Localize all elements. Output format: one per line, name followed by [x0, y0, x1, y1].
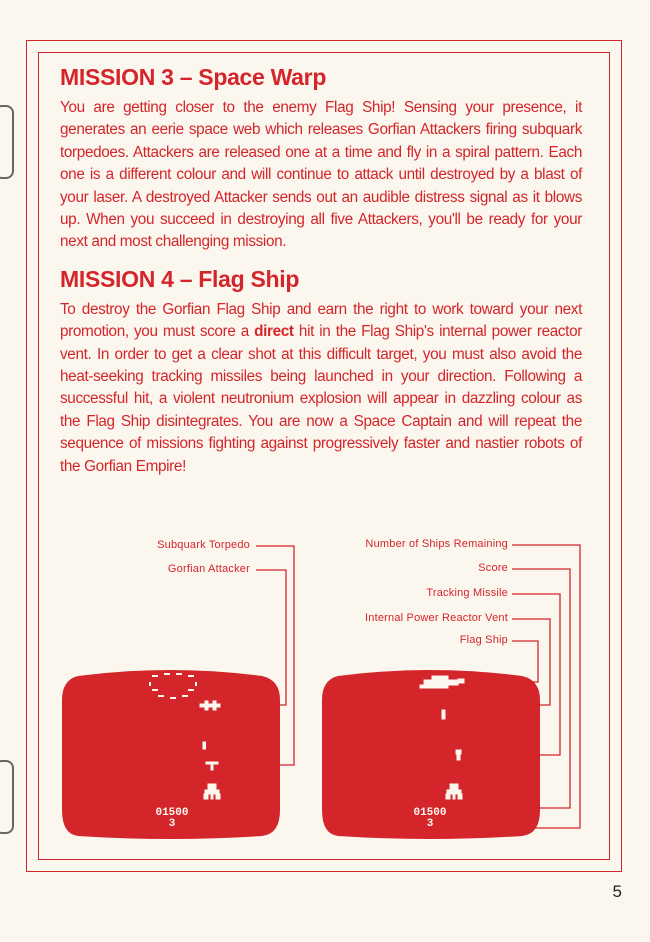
tracking-missile-icon	[456, 750, 461, 760]
left-screen-hud	[142, 808, 202, 830]
right-ships: 3	[426, 818, 434, 830]
callout-gorfian-attacker: Gorfian Attacker	[167, 563, 250, 575]
mission-4-text-start: To destroy the Gorfian Flag Ship and earn the right to work toward your next promotion, you must score a	[60, 300, 582, 341]
reactor-vent-icon	[458, 679, 464, 683]
mission-4-emphasis: direct	[254, 323, 294, 341]
callout-ships-remaining: Number of Ships Remaining	[365, 538, 508, 550]
callout-score: Score	[478, 562, 508, 574]
left-ships: 3	[168, 818, 176, 830]
callout-subquark-torpedo: Subquark Torpedo	[157, 539, 250, 551]
callout-tracking-missile: Tracking Missile	[426, 587, 508, 599]
mission-4-heading: MISSION 4 – Flag Ship	[60, 265, 300, 292]
laser-shot-icon	[203, 742, 206, 749]
right-screen-hud	[400, 808, 460, 830]
mission-4-text-end: hit in the Flag Ship's internal power reactor vent. In order to get a clear shot at this difficult target, you must also avoid the heat-seeking tracking missiles being launched in your direction. Following a successful hit, a violent neutronium explosion will appear in dazzling colour as the Flag Ship disintegrates. You are now a Space Captain and will repeat the sequence of missions fighting against progressively faster and nastier robots of the Gorfian Empire!	[60, 323, 582, 475]
mission-3-heading: MISSION 3 – Space Warp	[60, 64, 327, 90]
flag-ship-laser-shot-icon	[442, 710, 445, 719]
right-score: 01500	[413, 807, 447, 819]
callout-flag-ship: Flag Ship	[459, 634, 508, 646]
page-number: 5	[612, 882, 622, 901]
mission-3-text: You are getting closer to the enemy Flag Ship! Sensing your presence, it generates an eerie space web which releases Gorfian Attackers firing subquark torpedoes. Attackers are released one at a time and fly in a spiral pattern. Each one is a different colour and will continue to attack until destroyed by a blast of your laser. A destroyed Attacker sends out an audible distress signal as it blows up. When you succeed in destroying all five Attackers, you'll be ready for your next and most challenging mission.	[60, 99, 582, 251]
callout-reactor-vent: Internal Power Reactor Vent	[365, 612, 508, 624]
left-score: 01500	[155, 807, 189, 819]
